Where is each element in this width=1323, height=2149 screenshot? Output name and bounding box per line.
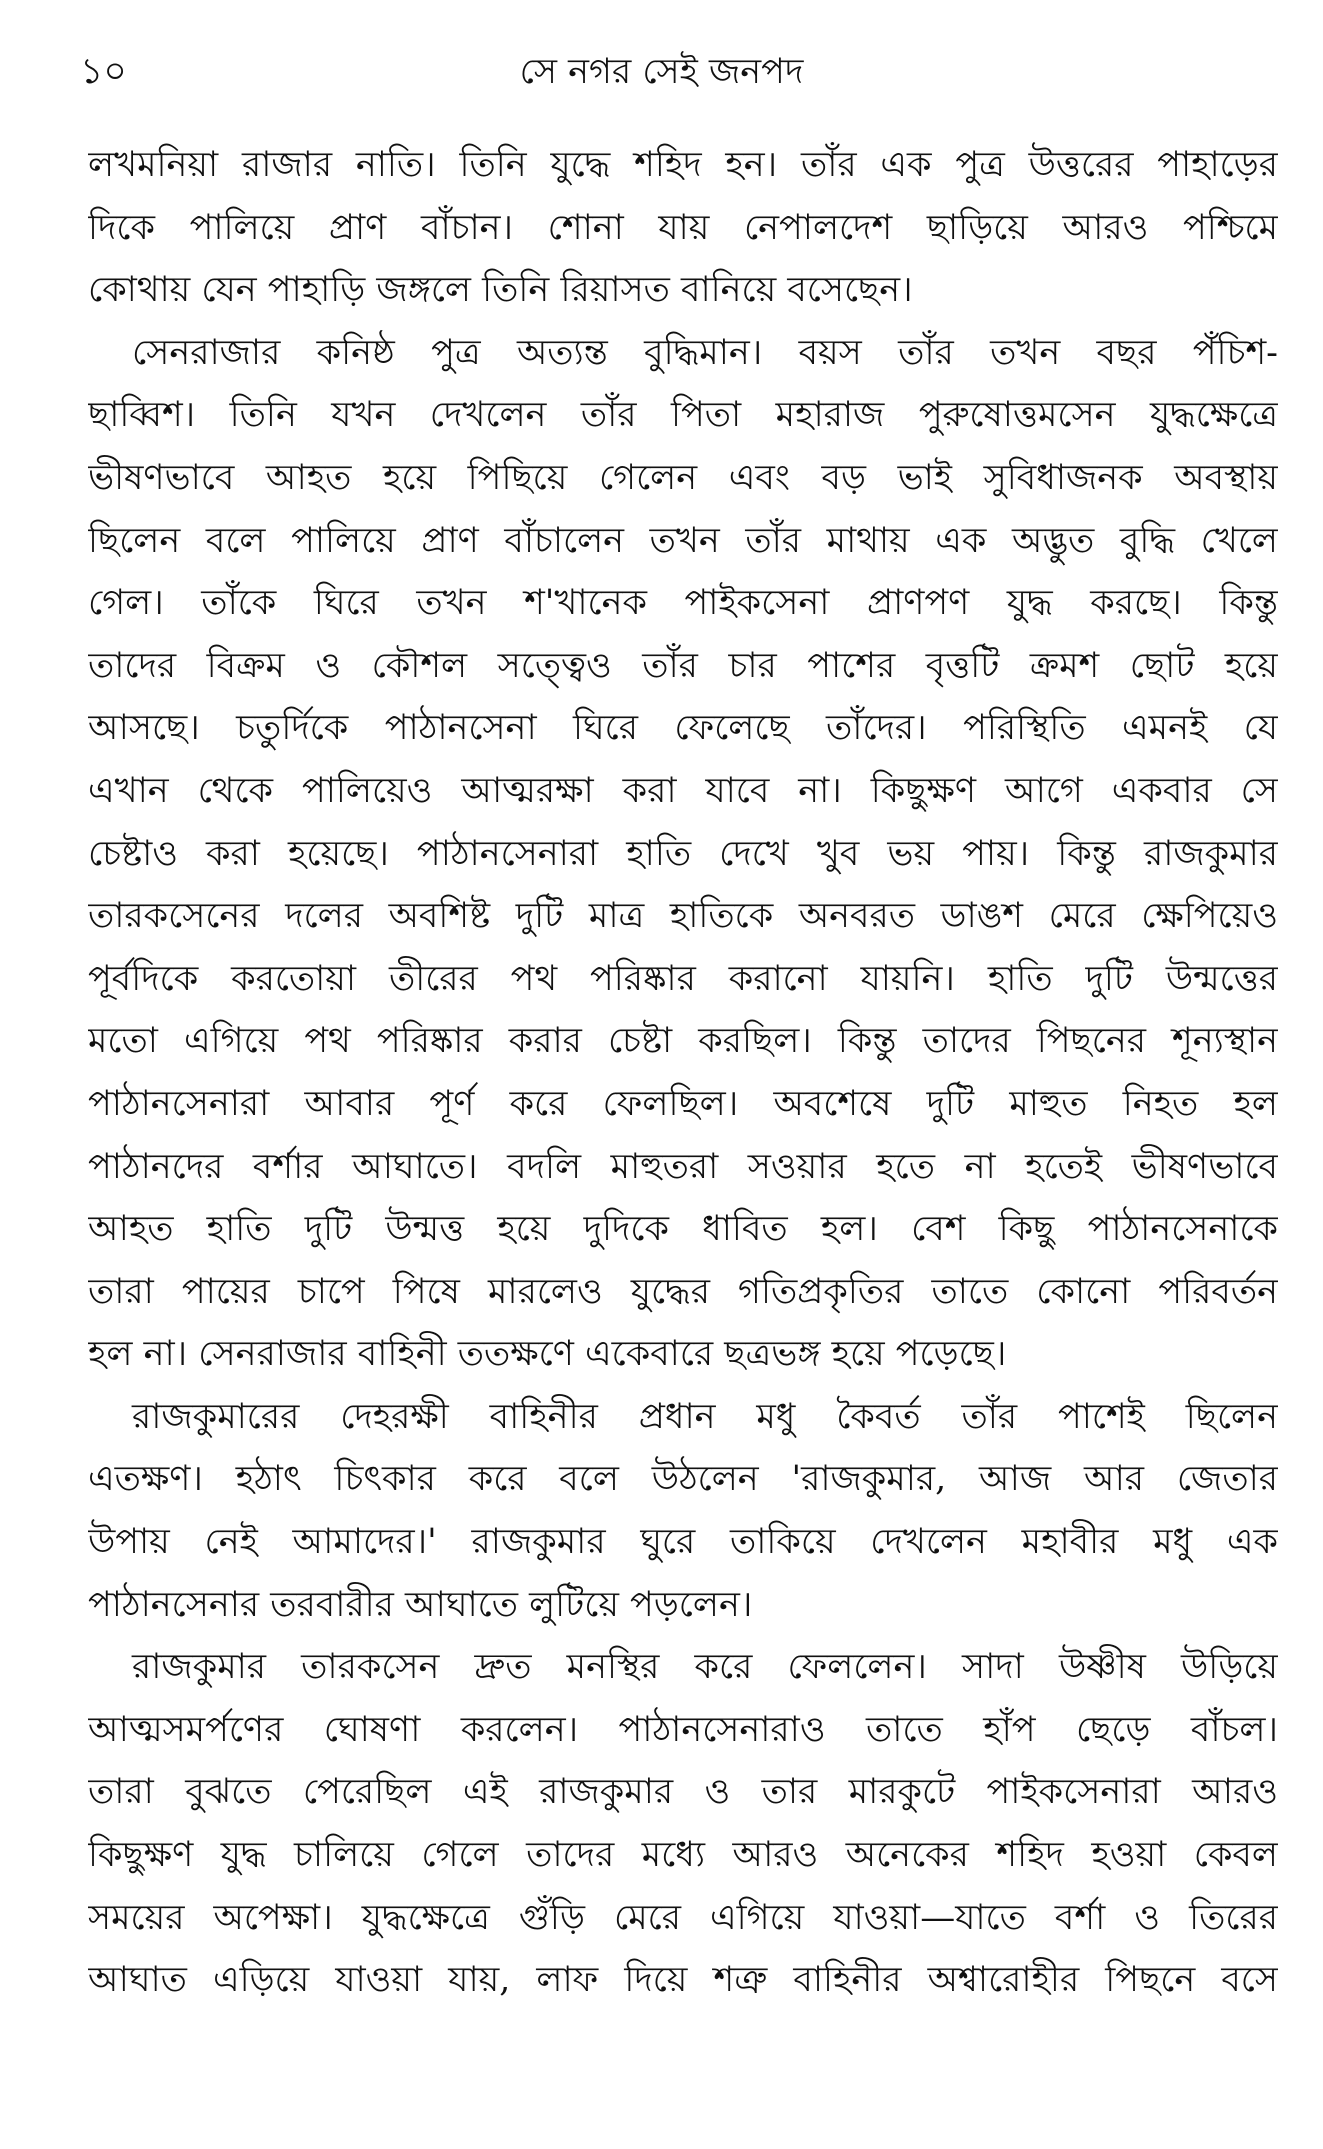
- text-line: ছাব্বিশ। তিনি যখন দেখলেন তাঁর পিতা মহারাজ পুরুষোত্তমসেন যুদ্ধক্ষেত্রে: [88, 395, 1278, 436]
- text-line: পূর্বদিকে করতোয়া তীরের পথ পরিষ্কার করানো যায়নি। হাতি দুটি উন্মত্তের: [88, 958, 1278, 999]
- text-line: আত্মসমর্পণের ঘোষণা করলেন। পাঠানসেনারাও তাতে হাঁপ ছেড়ে বাঁচল।: [88, 1709, 1278, 1750]
- text-line: সময়ের অপেক্ষা। যুদ্ধক্ষেত্রে গুঁড়ি মেরে এগিয়ে যাওয়া—যাতে বর্শা ও তিরের: [88, 1897, 1278, 1938]
- paragraph-first-line: সেনরাজার কনিষ্ঠ পুত্র অত্যন্ত বুদ্ধিমান। বয়স তাঁর তখন বছর পঁচিশ-: [132, 332, 1278, 373]
- text-line: কিছুক্ষণ যুদ্ধ চালিয়ে গেলে তাদের মধ্যে আরও অনেকের শহিদ হওয়া কেবল: [88, 1835, 1278, 1876]
- text-line: আঘাত এড়িয়ে যাওয়া যায়, লাফ দিয়ে শত্রু বাহিনীর অশ্বারোহীর পিছনে বসে: [88, 1960, 1278, 2001]
- text-line: পাঠানসেনার তরবারীর আঘাতে লুটিয়ে পড়লেন।: [88, 1584, 753, 1625]
- text-line: তারা বুঝতে পেরেছিল এই রাজকুমার ও তার মারকুটে পাইকসেনারা আরও: [88, 1772, 1278, 1813]
- text-line: লখমনিয়া রাজার নাতি। তিনি যুদ্ধে শহিদ হন। তাঁর এক পুত্র উত্তরের পাহাড়ের: [88, 145, 1278, 185]
- text-line: পাঠানসেনারা আবার পূর্ণ করে ফেলছিল। অবশেষে দুটি মাহুত নিহত হল: [88, 1083, 1278, 1124]
- text-line: আহত হাতি দুটি উন্মত্ত হয়ে দুদিকে ধাবিত হল। বেশ কিছু পাঠানসেনাকে: [88, 1209, 1278, 1250]
- text-line: চেষ্টাও করা হয়েছে। পাঠানসেনারা হাতি দেখে খুব ভয় পায়। কিন্তু রাজকুমার: [88, 833, 1278, 874]
- text-line: মতো এগিয়ে পথ পরিষ্কার করার চেষ্টা করছিল। কিন্তু তাদের পিছনের শূন্যস্থান: [88, 1021, 1278, 1062]
- text-line: হল না। সেনরাজার বাহিনী ততক্ষণে একেবারে ছত্রভঙ্গ হয়ে পড়েছে।: [88, 1334, 1007, 1375]
- paragraph-first-line: রাজকুমার তারকসেন দ্রুত মনস্থির করে ফেললেন। সাদা উষ্ণীষ উড়িয়ে: [132, 1647, 1278, 1688]
- text-line: ছিলেন বলে পালিয়ে প্রাণ বাঁচালেন তখন তাঁর মাথায় এক অদ্ভুত বুদ্ধি খেলে: [88, 520, 1278, 561]
- text-line: এতক্ষণ। হঠাৎ চিৎকার করে বলে উঠলেন 'রাজকুমার, আজ আর জেতার: [88, 1459, 1278, 1500]
- text-line: পাঠানদের বর্শার আঘাতে। বদলি মাহুতরা সওয়ার হতে না হতেই ভীষণভাবে: [88, 1146, 1278, 1187]
- text-line: গেল। তাঁকে ঘিরে তখন শ'খানেক পাইকসেনা প্রাণপণ যুদ্ধ করছে। কিন্তু: [88, 583, 1278, 624]
- body-text: [88, 134, 1278, 2012]
- page-number: ১০: [80, 51, 127, 92]
- text-line: কোথায় যেন পাহাড়ি জঙ্গলে তিনি রিয়াসত বানিয়ে বসেছেন।: [88, 270, 913, 311]
- text-line: তারকসেনের দলের অবশিষ্ট দুটি মাত্র হাতিকে অনবরত ডাঙশ মেরে ক্ষেপিয়েও: [88, 896, 1278, 937]
- text-line: ভীষণভাবে আহত হয়ে পিছিয়ে গেলেন এবং বড় ভাই সুবিধাজনক অবস্থায়: [88, 457, 1278, 498]
- running-title: সে নগর সেই জনপদ: [519, 52, 804, 92]
- text-line: আসছে। চতুর্দিকে পাঠানসেনা ঘিরে ফেলেছে তাঁদের। পরিস্থিতি এমনই যে: [88, 708, 1278, 749]
- paragraph-first-line: রাজকুমারের দেহরক্ষী বাহিনীর প্রধান মধু কৈবর্ত তাঁর পাশেই ছিলেন: [132, 1396, 1278, 1437]
- text-line: উপায় নেই আমাদের।' রাজকুমার ঘুরে তাকিয়ে দেখলেন মহাবীর মধু এক: [88, 1522, 1278, 1563]
- text-line: তারা পায়ের চাপে পিষে মারলেও যুদ্ধের গতিপ্রকৃতির তাতে কোনো পরিবর্তন: [88, 1271, 1278, 1312]
- text-line: দিকে পালিয়ে প্রাণ বাঁচান। শোনা যায় নেপালদেশ ছাড়িয়ে আরও পশ্চিমে: [88, 207, 1278, 248]
- text-line: এখান থেকে পালিয়েও আত্মরক্ষা করা যাবে না। কিছুক্ষণ আগে একবার সে: [88, 770, 1278, 811]
- text-line: তাদের বিক্রম ও কৌশল সত্ত্বেও তাঁর চার পাশের বৃত্তটি ক্রমশ ছোট হয়ে: [88, 645, 1278, 686]
